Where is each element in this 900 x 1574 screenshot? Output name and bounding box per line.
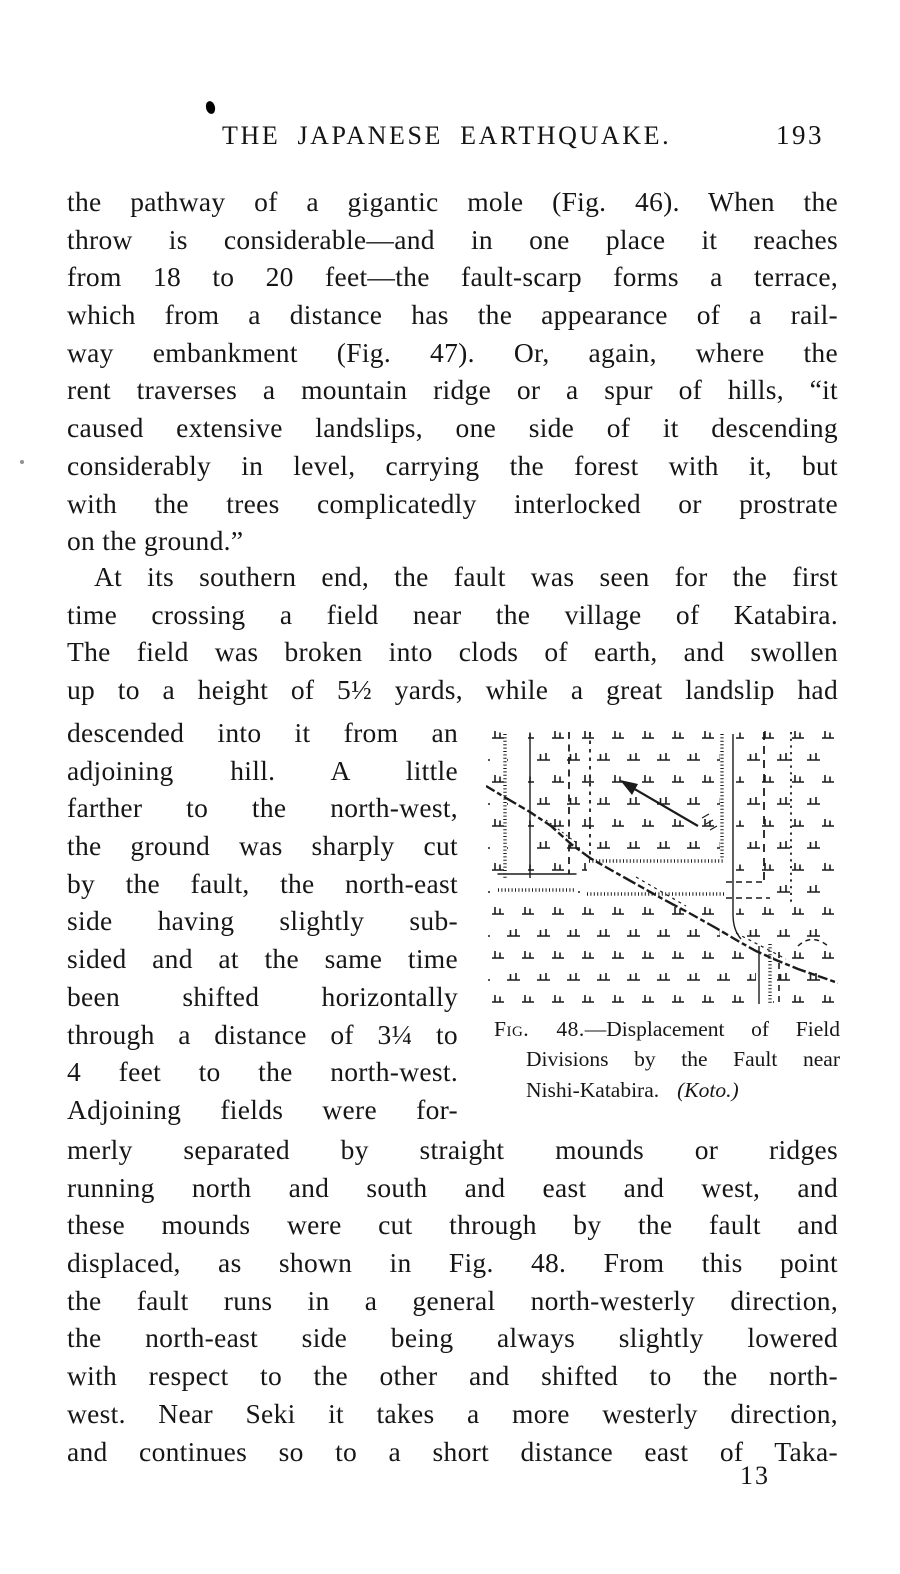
text-line: rent traverses a mountain ridge or a spur of hills, “it	[67, 374, 838, 406]
text-line: and continues so to a short distance east of Taka-	[67, 1435, 838, 1467]
text-line: the ground was sharply cut	[67, 830, 458, 862]
margin-speck-artifact	[20, 460, 24, 464]
text-line: caused extensive landslips, one side of it descending	[67, 412, 838, 444]
text-line: displaced, as shown in Fig. 48. From this point	[67, 1247, 838, 1279]
text-line: considerably in level, carrying the forest with it, but	[67, 449, 838, 481]
paragraph-southern-end	[67, 558, 838, 709]
text-line: At its southern end, the fault was seen for the first	[94, 561, 838, 592]
caption-text: —Displacement of Field	[584, 1017, 840, 1041]
text-line: the north-east side being always slightly lowered	[67, 1322, 838, 1354]
caption-line	[494, 1075, 840, 1105]
text-line: from 18 to 20 feet—the fault-scarp forms a terrace,	[67, 261, 838, 293]
text-line: time crossing a field near the village of Katabira.	[67, 598, 838, 630]
figure-label: Fig. 48.	[494, 1017, 585, 1041]
figure-48-illustration	[486, 714, 838, 1006]
paragraph-post-figure	[67, 1131, 838, 1470]
paragraph-wrap-column	[67, 714, 458, 1129]
text-line: way embankment (Fig. 47). Or, again, where the	[67, 336, 838, 368]
text-line: descended into it from an	[67, 717, 458, 748]
text-line: the pathway of a gigantic mole (Fig. 46). When the	[67, 186, 838, 217]
text-line: 4 feet to the north-west.	[67, 1056, 458, 1088]
text-line: Adjoining fields were for-	[67, 1093, 458, 1125]
text-line: throw is considerable—and in one place it reaches	[67, 223, 838, 255]
text-line: with respect to the other and shifted to the north-	[67, 1360, 838, 1392]
text-line: up to a height of 5½ yards, while a great landslip had	[67, 674, 838, 706]
text-line: farther to the north-west,	[67, 792, 458, 824]
text-line: sided and at the same time	[67, 943, 458, 975]
ink-spot-artifact	[205, 100, 217, 115]
figure-caption	[494, 1014, 840, 1105]
text-line: west. Near Seki it takes a more westerly direction,	[67, 1397, 838, 1429]
text-line: by the fault, the north-east	[67, 867, 458, 899]
text-line: through a distance of 3¼ to	[67, 1018, 458, 1050]
page-number: 193	[776, 120, 824, 150]
text-line: The field was broken into clods of earth, and swollen	[67, 636, 838, 668]
field-displacement-map	[486, 714, 838, 1006]
text-line: with the trees complicatedly interlocked or prostrate	[67, 487, 838, 519]
text-line: running north and south and east and west, and	[67, 1171, 838, 1203]
text-line: on the ground.”	[67, 525, 244, 557]
text-line: side having slightly sub-	[67, 905, 458, 937]
signature-number: 13	[740, 1461, 770, 1490]
text-line: which from a distance has the appearance of a rail-	[67, 299, 838, 331]
text-line: adjoining hill. A little	[67, 754, 458, 786]
text-line: the fault runs in a general north-westerly direction,	[67, 1284, 838, 1316]
caption-line	[494, 1014, 840, 1044]
caption-text: Nishi-Katabira.	[526, 1077, 660, 1102]
caption-line: Divisions by the Fault near	[526, 1047, 840, 1072]
text-line: merly separated by straight mounds or ridges	[67, 1134, 838, 1165]
running-header-title: THE JAPANESE EARTHQUAKE.	[222, 121, 672, 150]
caption-source-credit: (Koto.)	[677, 1077, 739, 1102]
paragraph-continuation	[67, 183, 838, 560]
text-line: been shifted horizontally	[67, 980, 458, 1012]
text-line: these mounds were cut through by the fault and	[67, 1209, 838, 1241]
